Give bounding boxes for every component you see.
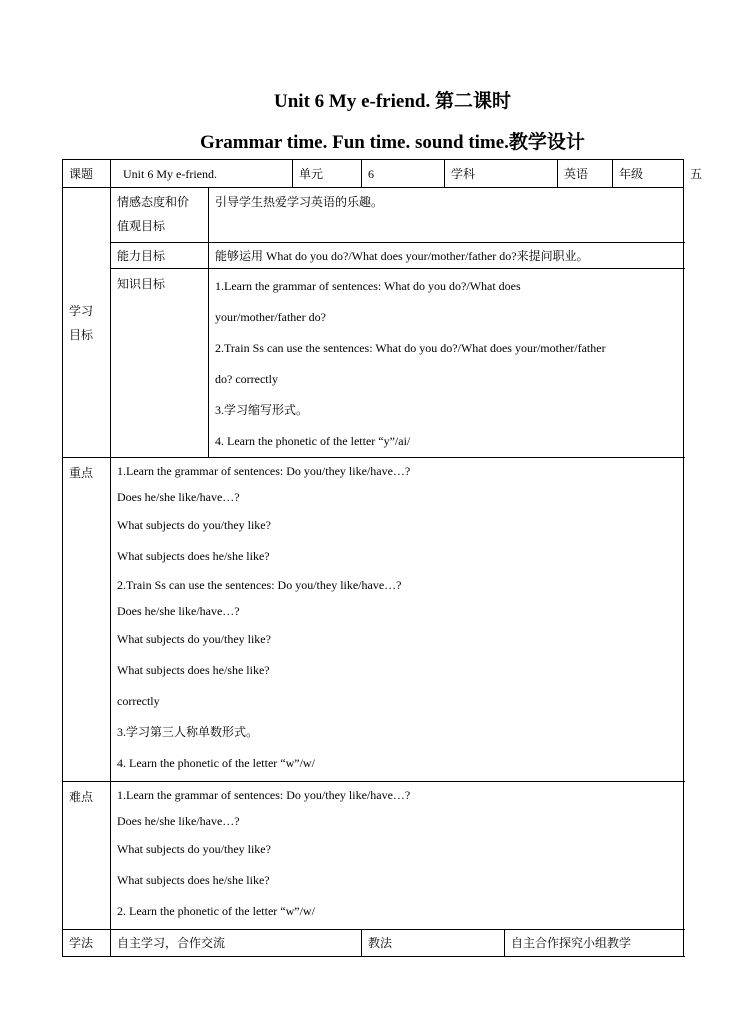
knowledge-line: 2.Train Ss can use the sentences: What do you do?/What does your/mother/father: [215, 341, 606, 355]
difficulties-text: [111, 782, 684, 930]
ability-objective-text: 能够运用 What do you do?/What does your/mother/father do?来提问职业。: [209, 243, 684, 269]
difficulties-row: [63, 782, 684, 930]
knowledge-line: 3.学习缩写形式。: [215, 403, 309, 417]
key-point-line: What subjects do you/they like?: [117, 632, 271, 646]
key-point-line: 4. Learn the phonetic of the letter “w”/w/: [117, 756, 315, 770]
methods-row: [63, 930, 684, 957]
teaching-method-value: 自主合作探究小组教学: [505, 930, 684, 957]
unit-value: 6: [362, 160, 445, 188]
knowledge-line: do? correctly: [215, 372, 278, 386]
knowledge-objective-row: [63, 269, 684, 458]
page-subtitle: Grammar time. Fun time. sound time.教学设计: [200, 132, 585, 153]
knowledge-line: 1.Learn the grammar of sentences: What do you do?/What does: [215, 279, 521, 293]
knowledge-objective-text: [209, 269, 684, 458]
key-point-line: 2.Train Ss can use the sentences: Do you/they like/have…?: [117, 578, 402, 592]
knowledge-line: your/mother/father do?: [215, 310, 326, 324]
difficulty-line: What subjects do you/they like?: [117, 842, 271, 856]
difficulty-line: Does he/she like/have…?: [117, 814, 240, 828]
header-row: 课题 Unit 6 My e-friend. 单元 6 学科 英语 年级 五: [63, 160, 684, 188]
learning-method-label: 学法: [63, 930, 111, 957]
key-point-line: What subjects do you/they like?: [117, 518, 271, 532]
key-point-line: Does he/she like/have…?: [117, 490, 240, 504]
knowledge-objective-label: 知识目标: [111, 269, 209, 458]
emotion-label-line2: 值观目标: [117, 219, 166, 233]
subject-value: 英语: [558, 160, 613, 188]
emotion-label-line1: 情感态度和价: [117, 195, 190, 209]
key-point-line: What subjects does he/she like?: [117, 549, 270, 563]
subject-label: 学科: [445, 160, 558, 188]
emotion-objective-text: 引导学生热爱学习英语的乐趣。: [209, 188, 684, 243]
objectives-label-line2: 目标: [69, 327, 94, 342]
key-points-row: [63, 458, 684, 782]
topic-label: 课题: [63, 160, 111, 188]
ability-objective-label: 能力目标: [111, 243, 209, 269]
grade-label: 年级: [613, 160, 684, 188]
difficulty-line: What subjects does he/she like?: [117, 873, 270, 887]
difficulties-label: 难点: [63, 782, 111, 930]
difficulty-line: 1.Learn the grammar of sentences: Do you/they like/have…?: [117, 788, 411, 802]
teaching-method-label: 教法: [362, 930, 505, 957]
difficulty-line: 2. Learn the phonetic of the letter “w”/w/: [117, 904, 315, 918]
objectives-label: [63, 188, 111, 458]
key-point-line: 1.Learn the grammar of sentences: Do you/they like/have…?: [117, 464, 411, 478]
unit-label: 单元: [293, 160, 362, 188]
key-point-line: correctly: [117, 694, 160, 708]
key-point-line: Does he/she like/have…?: [117, 604, 240, 618]
key-point-line: What subjects does he/she like?: [117, 663, 270, 677]
emotion-objective-label: [111, 188, 209, 243]
topic-value: Unit 6 My e-friend.: [111, 160, 293, 188]
key-points-label: 重点: [63, 458, 111, 782]
knowledge-line: 4. Learn the phonetic of the letter “y”/ai/: [215, 434, 411, 448]
objectives-label-line1: 学习: [69, 303, 94, 318]
page-title: Unit 6 My e-friend. 第二课时: [274, 91, 511, 112]
key-points-text: [111, 458, 684, 782]
ability-objective-row: [63, 243, 684, 269]
key-point-line: 3.学习第三人称单数形式。: [117, 725, 259, 739]
lesson-plan-table: [62, 159, 703, 957]
emotion-objective-row: [63, 188, 684, 243]
learning-method-value: 自主学习，合作交流: [111, 930, 362, 957]
